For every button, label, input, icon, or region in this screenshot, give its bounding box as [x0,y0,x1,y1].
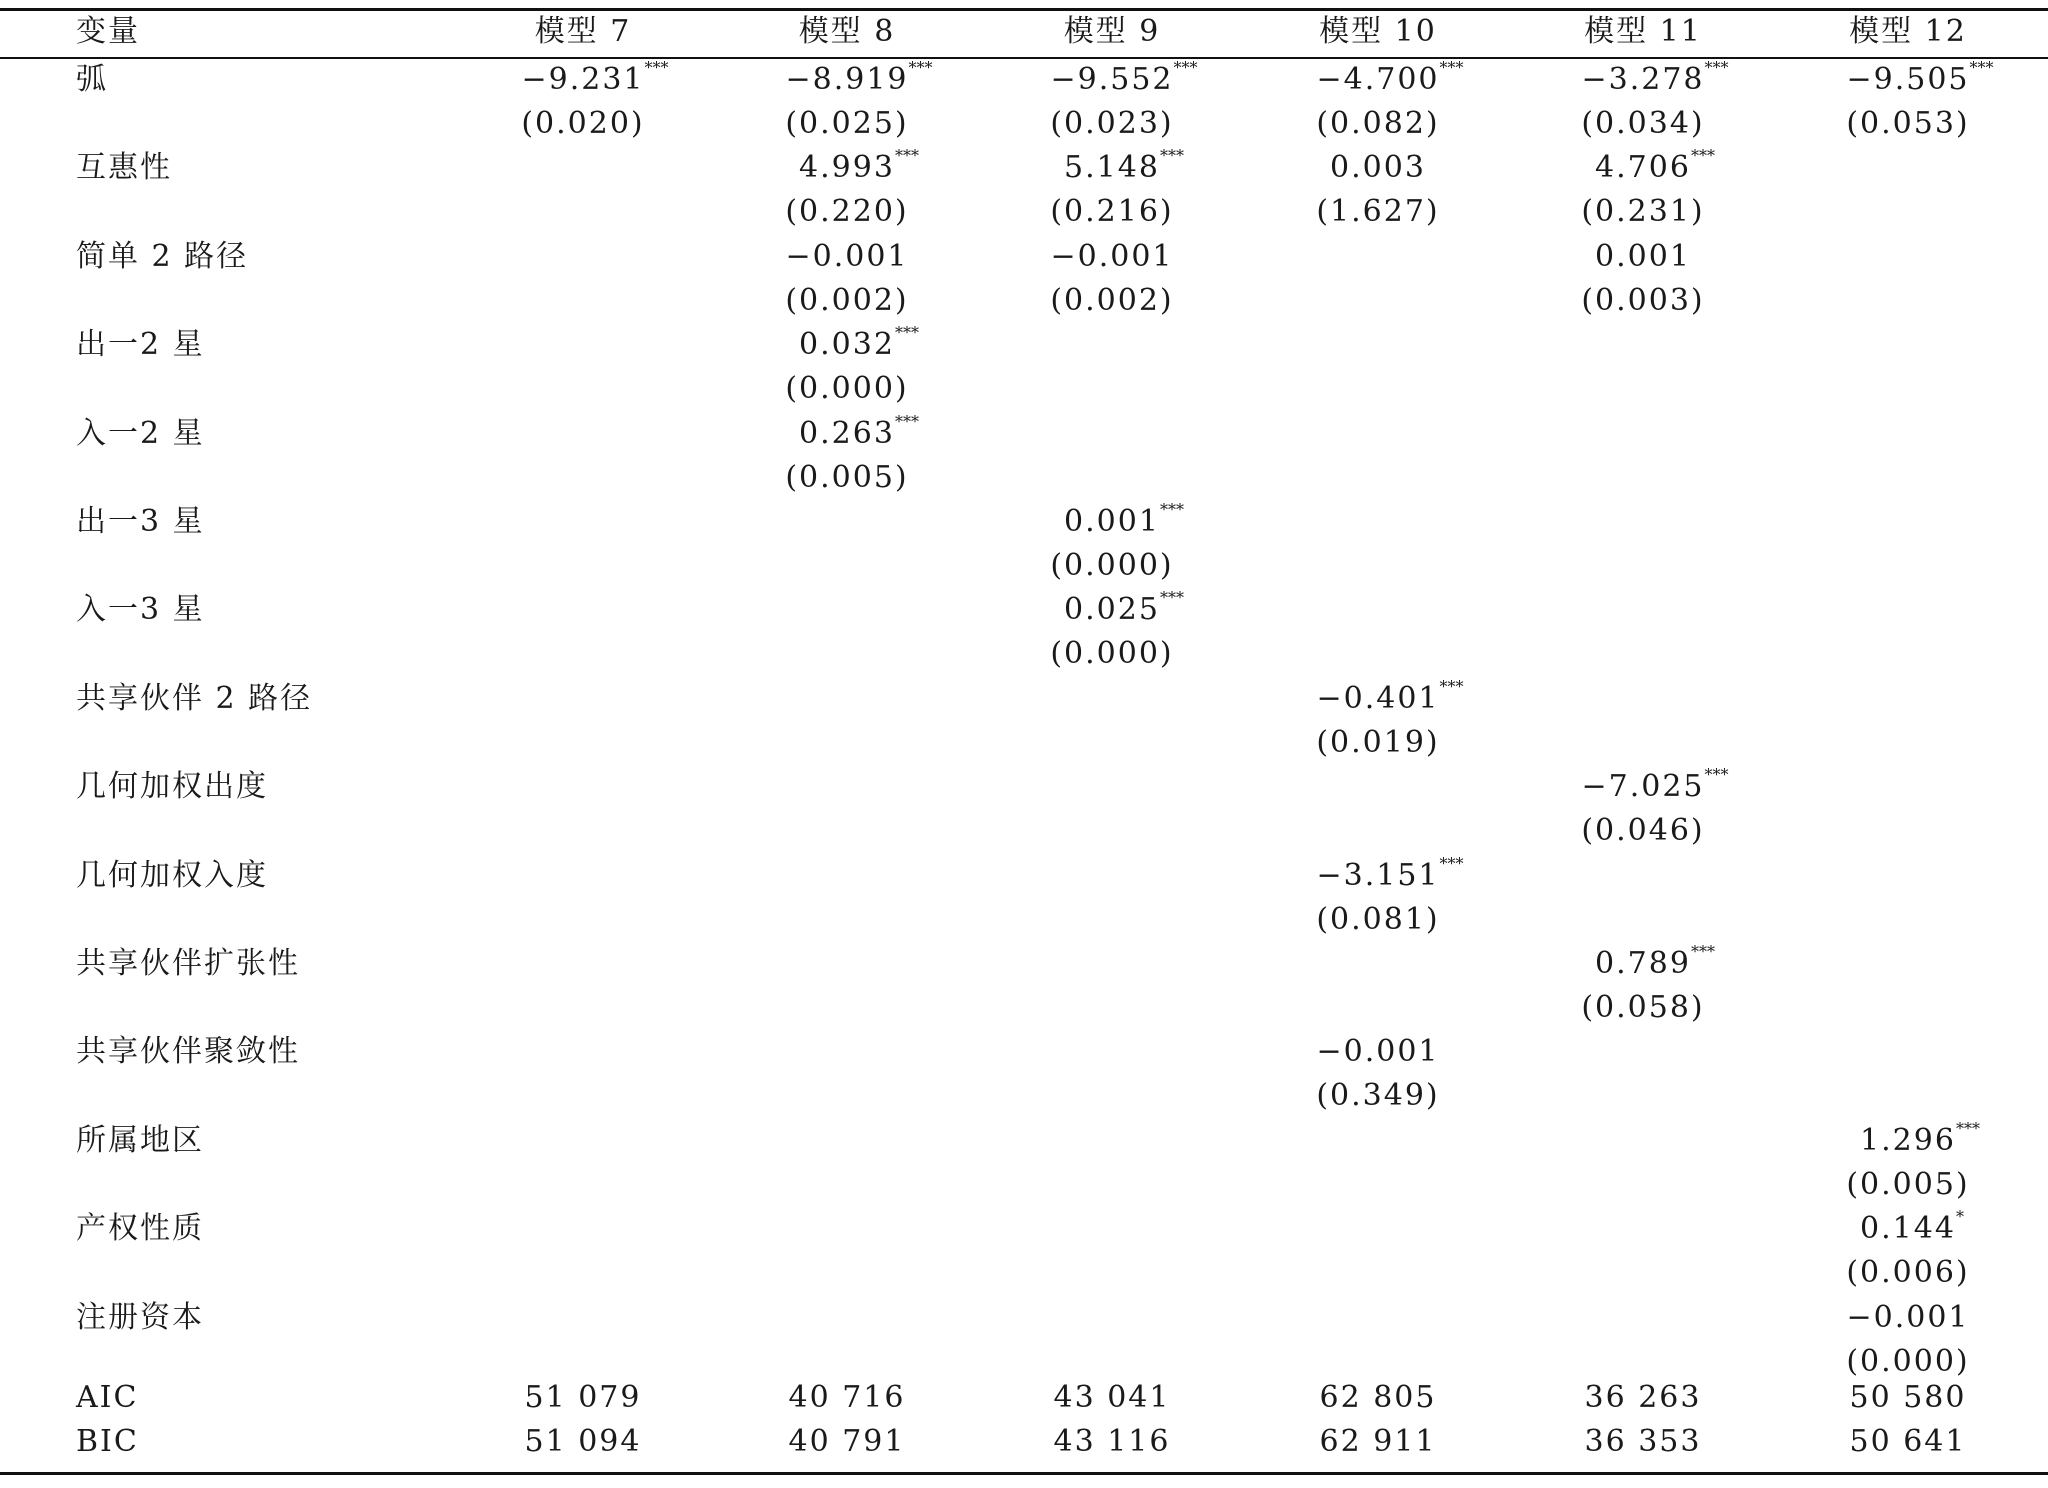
coef-cell [1012,60,1212,100]
coef-value-wrap [1330,148,1426,188]
coef-value: 0.263 [799,415,895,451]
significance-stars: *** [644,58,669,77]
coef-cell [1012,148,1212,188]
coef-cell [747,60,947,100]
std-error: (0.220) [785,194,909,230]
significance-stars: *** [894,146,919,166]
coef-value-wrap [1581,765,1729,807]
top-rule [0,8,2048,11]
coef-value: 4.706 [1595,150,1691,186]
header-model-8: 模型 8 [798,14,896,49]
fit-value: 50 641 [1849,1424,1967,1459]
coef-value-wrap [1316,58,1464,100]
std-error: (0.034) [1581,106,1705,141]
coef-value: −9.552 [1050,62,1174,97]
significance-stars: *** [894,411,919,431]
fit-value: 50 580 [1849,1380,1967,1415]
coef-cell [1012,590,1212,630]
std-error: (0.216) [1050,194,1174,230]
coef-cell [1808,1118,2008,1161]
std-error: (0.231) [1581,194,1705,230]
row-label: 几何加权出度 [76,769,268,805]
std-error: (0.000) [1050,636,1174,672]
fit-label: AIC [76,1380,139,1415]
coef-value: 0.001 [1595,238,1691,274]
header-model-12: 模型 12 [1849,14,1967,49]
fit-value: 62 911 [1319,1424,1437,1459]
row-label: 出一3 星 [76,504,205,539]
coef-value-wrap [1064,588,1184,630]
header-model-9: 模型 9 [1063,14,1161,49]
fit-value: 43 041 [1053,1380,1171,1415]
coef-value-wrap [1595,146,1715,188]
coef-cell [1278,676,1478,719]
coef-cell [1543,767,1743,807]
fit-value: 43 116 [1053,1424,1171,1459]
significance-stars: *** [1439,676,1464,696]
coef-value-wrap [1846,58,1994,100]
coef-value: 0.001 [1064,504,1160,539]
significance-stars: *** [908,58,933,77]
row-label: 出一2 星 [76,327,205,363]
significance-stars: * [1955,1207,1964,1227]
row-label: 注册资本 [76,1299,204,1335]
coef-value-wrap [1846,1298,1969,1338]
significance-stars: *** [1704,58,1729,77]
std-error: (0.349) [1316,1078,1440,1114]
row-label: 简单 2 路径 [76,238,249,274]
significance-stars: *** [1955,1118,1980,1138]
significance-stars: *** [1439,853,1464,873]
significance-stars: *** [1704,765,1729,785]
coef-value: −0.001 [1316,1034,1440,1070]
coef-value: −3.278 [1581,62,1705,97]
std-error: (0.005) [785,459,909,495]
coef-value-wrap [1064,500,1184,542]
fit-value: 62 805 [1319,1380,1437,1415]
fit-value: 36 353 [1584,1424,1702,1459]
fit-value: 40 716 [788,1380,906,1415]
std-error: (0.002) [785,282,909,318]
coef-cell [483,60,683,100]
coef-value: −3.151 [1316,857,1440,893]
coef-value: −9.231 [521,62,645,97]
coef-value: 0.144 [1860,1211,1956,1247]
header-model-10: 模型 10 [1319,14,1437,49]
coef-cell [1012,237,1212,277]
significance-stars: *** [1159,146,1184,166]
std-error: (0.003) [1581,282,1705,318]
coef-cell [1808,1209,2008,1249]
fit-value: 40 791 [788,1424,906,1459]
row-label: 互惠性 [76,150,172,186]
bottom-rule [0,1472,2048,1475]
fit-value: 51 079 [524,1380,642,1415]
coef-cell [1808,60,2008,100]
significance-stars: *** [894,323,919,343]
std-error: (0.058) [1581,990,1705,1025]
header-model-7: 模型 7 [534,14,632,49]
row-label: 产权性质 [76,1211,204,1247]
significance-stars: *** [1690,942,1715,961]
coef-value: −7.025 [1581,769,1705,805]
coef-value: 5.148 [1064,150,1160,186]
significance-stars: *** [1690,146,1715,166]
significance-stars: *** [1439,58,1464,77]
coef-cell [1278,853,1478,896]
coef-value-wrap [1581,58,1729,100]
coef-cell [1808,1298,2008,1338]
std-error: (0.020) [521,106,645,141]
row-label: 入一3 星 [76,592,205,628]
coef-cell [1543,944,1743,984]
coef-cell [1543,237,1743,277]
coef-value: 0.789 [1595,946,1691,981]
coef-value: −0.401 [1316,680,1440,716]
std-error: (0.000) [785,371,909,407]
coef-value: −0.001 [785,238,909,274]
coef-value-wrap [1064,146,1184,188]
std-error: (1.627) [1316,194,1440,230]
coef-value: 0.025 [1064,592,1160,628]
coef-cell [1012,502,1212,542]
fit-value: 36 263 [1584,1380,1702,1415]
header-variable: 变量 [76,14,140,49]
coef-value-wrap [521,58,669,100]
coef-cell [1278,148,1478,188]
std-error: (0.046) [1581,813,1705,849]
header-model-11: 模型 11 [1584,14,1702,49]
std-error: (0.053) [1846,106,1970,141]
coef-value: 0.003 [1330,150,1426,186]
coef-value-wrap [1595,942,1715,984]
coef-cell [747,325,947,365]
row-label: 共享伙伴聚敛性 [76,1034,300,1070]
coef-cell [1278,1032,1478,1072]
coef-value-wrap [1316,853,1464,896]
std-error: (0.002) [1050,282,1174,318]
coef-value-wrap [1050,58,1198,100]
significance-stars: *** [1173,58,1198,77]
coef-cell [1278,60,1478,100]
std-error: (0.019) [1316,724,1440,760]
header-rule [0,57,2048,59]
std-error: (0.000) [1846,1343,1970,1379]
coef-cell [1543,60,1743,100]
coef-cell [747,411,947,454]
coef-value-wrap [1860,1118,1980,1161]
coef-value-wrap [799,323,919,365]
significance-stars: *** [1159,588,1184,608]
coef-value-wrap [1316,1032,1439,1072]
coef-cell [747,148,947,188]
std-error: (0.000) [1050,548,1174,583]
coef-value: −0.001 [1846,1299,1970,1335]
significance-stars: *** [1159,500,1184,519]
coef-cell [1543,148,1743,188]
coef-value: −0.001 [1050,238,1174,274]
coef-value-wrap [785,237,908,277]
coef-value-wrap [1050,237,1173,277]
coef-value-wrap [799,411,919,454]
std-error: (0.025) [785,106,909,141]
row-label: 入一2 星 [76,415,205,451]
coef-value-wrap [785,58,933,100]
coef-value: 4.993 [799,150,895,186]
coef-value: −9.505 [1846,62,1970,97]
coef-value-wrap [1316,676,1464,719]
fit-label: BIC [76,1424,139,1459]
coef-value: 1.296 [1860,1122,1956,1158]
fit-value: 51 094 [524,1424,642,1459]
coef-cell [747,237,947,277]
std-error: (0.006) [1846,1255,1970,1291]
coef-value-wrap [799,146,919,188]
coef-value: 0.032 [799,327,895,363]
std-error: (0.082) [1316,106,1440,141]
coef-value: −8.919 [785,62,909,97]
row-label: 共享伙伴扩张性 [76,946,300,981]
coef-value: −4.700 [1316,62,1440,97]
significance-stars: *** [1969,58,1994,77]
row-label: 几何加权入度 [76,857,268,893]
coef-value-wrap [1860,1207,1964,1249]
row-label: 共享伙伴 2 路径 [76,680,313,716]
row-label: 所属地区 [76,1122,204,1158]
std-error: (0.005) [1846,1166,1970,1202]
row-label: 弧 [76,62,108,97]
std-error: (0.023) [1050,106,1174,141]
std-error: (0.081) [1316,901,1440,937]
coef-value-wrap [1595,237,1691,277]
